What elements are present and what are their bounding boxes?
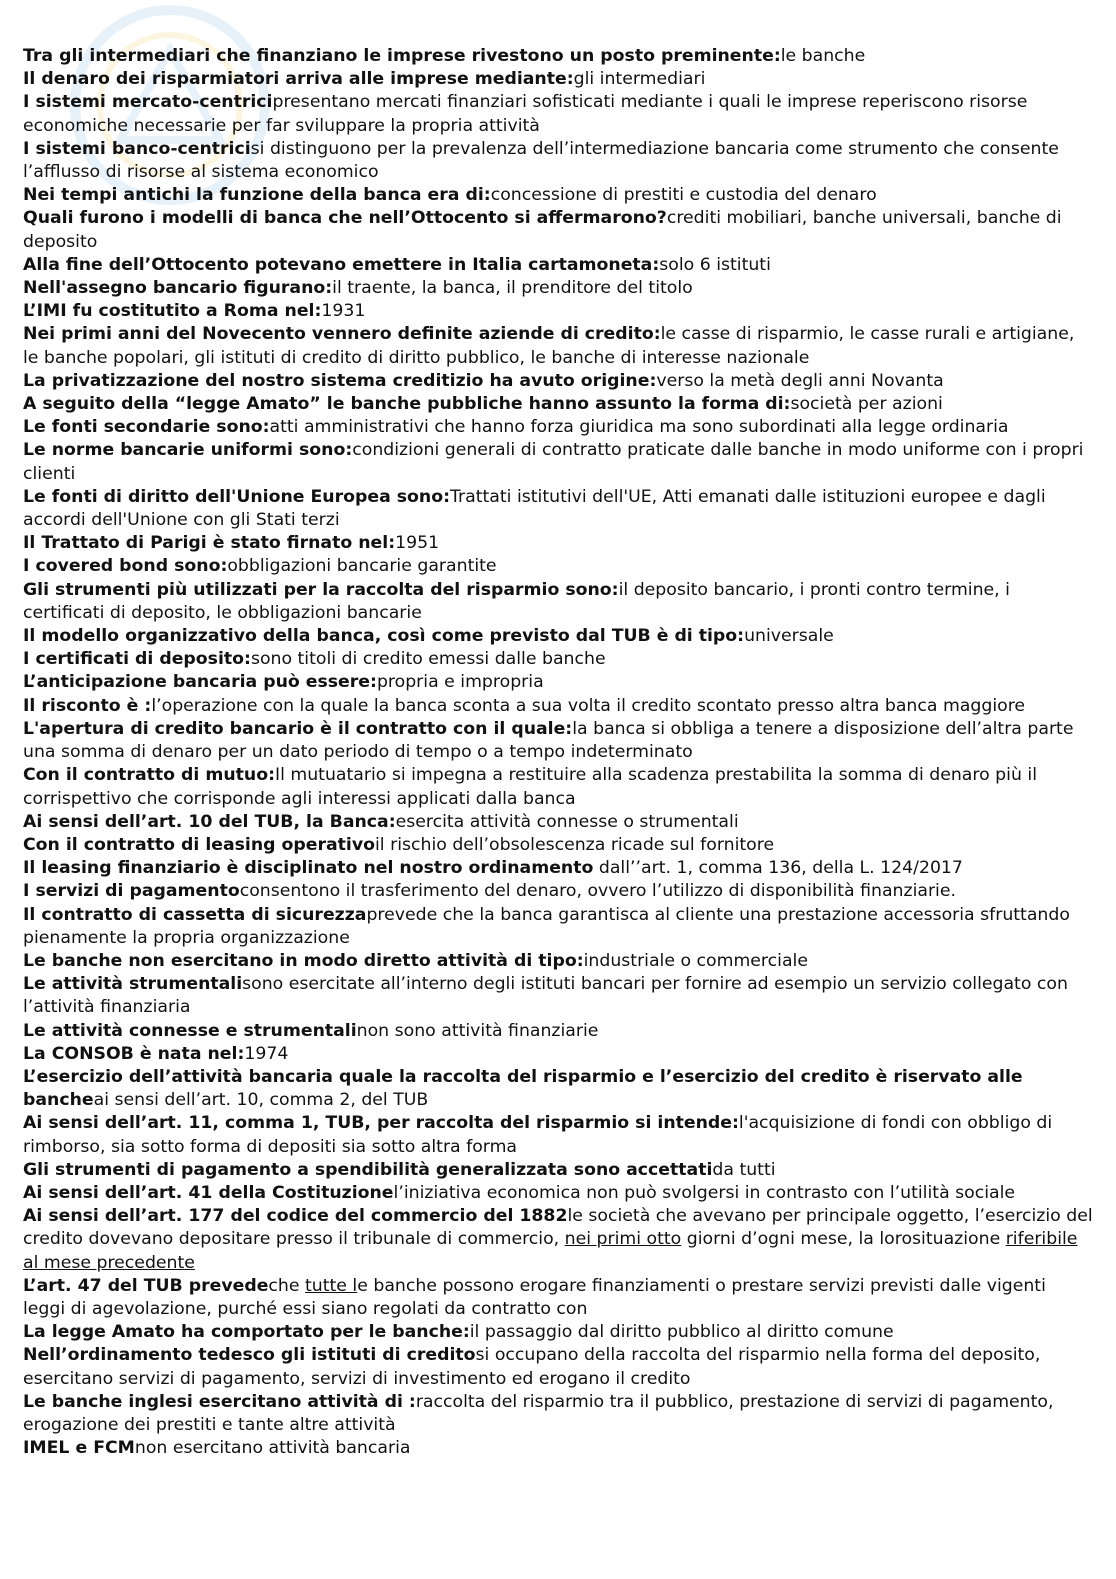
question: L'apertura di credito bancario è il contratto con il quale: bbox=[23, 718, 573, 739]
qa-item bbox=[23, 138, 1093, 184]
answer: si occupano della raccolta del risparmio nella forma del deposito, esercitano servizi di pagamento, servizi di investimento ed erogano il credito bbox=[23, 1345, 1041, 1389]
answer: solo 6 istituti bbox=[659, 254, 771, 275]
qa-item bbox=[23, 486, 1093, 532]
question: L’IMI fu costitutito a Roma nel: bbox=[23, 301, 322, 322]
answer: 1931 bbox=[321, 301, 366, 322]
question: Il Trattato di Parigi è stato firnato nel: bbox=[23, 533, 396, 554]
qa-item bbox=[23, 579, 1093, 625]
answer: dall’’art. 1, comma 136, della L. 124/2017 bbox=[593, 858, 963, 879]
qa-item bbox=[23, 300, 1093, 323]
question: L’art. 47 del TUB prevede bbox=[23, 1275, 269, 1296]
qa-item bbox=[23, 1043, 1093, 1066]
answer: società per azioni bbox=[790, 394, 943, 415]
question: Le fonti secondarie sono: bbox=[23, 417, 270, 438]
answer: prevede che la banca garantisca al cliente una prestazione accessoria sfruttando pienamente la propria organizzazione bbox=[23, 904, 1070, 948]
qa-item bbox=[23, 695, 1093, 718]
answer: 1951 bbox=[395, 533, 440, 554]
answer: obbligazioni bancarie garantite bbox=[227, 556, 497, 577]
question: Il contratto di cassetta di sicurezza bbox=[23, 904, 367, 925]
answer: concessione di prestiti e custodia del denaro bbox=[490, 185, 877, 206]
answer: ai sensi dell’art. 10, comma 2, del TUB bbox=[93, 1090, 429, 1111]
answer: giorni d’ogni mese, la lorosituazione bbox=[681, 1229, 1006, 1250]
question: Le norme bancarie uniformi sono: bbox=[23, 440, 353, 461]
answer: gli intermediari bbox=[573, 69, 706, 90]
answer: le società che avevano per principale oggetto, l’esercizio del credito dovevano depositare presso il tribunale di commercio, bbox=[23, 1206, 1093, 1250]
answer: le banche bbox=[780, 46, 866, 66]
qa-item bbox=[23, 91, 1093, 137]
qa-item bbox=[23, 184, 1093, 207]
qa-item bbox=[23, 718, 1093, 764]
question: Ai sensi dell’art. 10 del TUB, la Banca: bbox=[23, 811, 396, 832]
qa-item bbox=[23, 532, 1093, 555]
question: Il risconto è : bbox=[23, 695, 152, 716]
qa-item bbox=[23, 834, 1093, 857]
question: Ai sensi dell’art. 41 della Costituzione bbox=[23, 1182, 394, 1203]
question: Nei tempi antichi la funzione della banca era di: bbox=[23, 185, 491, 206]
answer: il passaggio dal diritto pubblico al diritto comune bbox=[469, 1322, 894, 1343]
qa-item bbox=[23, 1391, 1093, 1437]
answer: il rischio dell’obsolescenza ricade sul fornitore bbox=[375, 834, 775, 855]
answer: si distinguono per la prevalenza dell’intermediazione bancaria come strumento che consente l’afflusso di risorse al sistema economico bbox=[23, 138, 1059, 183]
question: La privatizzazione del nostro sistema creditizio ha avuto origine: bbox=[23, 370, 657, 391]
question: Nei primi anni del Novecento vennero definite aziende di credito: bbox=[23, 324, 661, 345]
question: L’anticipazione bancaria può essere: bbox=[23, 672, 377, 693]
qa-item bbox=[23, 1437, 1093, 1460]
question: Il modello organizzativo della banca, così come previsto dal TUB è di tipo: bbox=[23, 626, 745, 647]
underlined-text: tutte l bbox=[305, 1275, 358, 1296]
answer: Il mutuatario si impegna a restituire alla scadenza prestabilita la somma di denaro più il corrispettivo che corrisponde agli interessi applicati dalla banca bbox=[23, 765, 1037, 809]
qa-item bbox=[23, 857, 1093, 880]
question: Il leasing finanziario è disciplinato nel nostro ordinamento bbox=[23, 858, 594, 879]
qa-item bbox=[23, 207, 1093, 253]
qa-item bbox=[23, 1344, 1093, 1390]
qa-item bbox=[23, 416, 1093, 439]
underlined-text: riferibile al mese precedente bbox=[23, 1229, 1078, 1273]
qa-item bbox=[23, 904, 1093, 950]
question: Nell’ordinamento tedesco gli istituti di credito bbox=[23, 1345, 476, 1366]
answer: sono titoli di credito emessi dalle banche bbox=[250, 649, 606, 670]
question: IMEL e FCM bbox=[23, 1438, 135, 1459]
qa-item bbox=[23, 45, 1093, 68]
answer: non esercitano attività bancaria bbox=[134, 1438, 411, 1459]
question: Gli strumenti di pagamento a spendibilità generalizzata sono accettati bbox=[23, 1159, 713, 1180]
qa-item bbox=[23, 370, 1093, 393]
answer: l’iniziativa economica non può svolgersi in contrasto con l’utilità sociale bbox=[393, 1182, 1016, 1203]
qa-item bbox=[23, 880, 1093, 903]
qa-item bbox=[23, 1066, 1093, 1112]
question: Alla fine dell’Ottocento potevano emettere in Italia cartamoneta: bbox=[23, 254, 660, 275]
answer: atti amministrativi che hanno forza giuridica ma sono subordinati alla legge ordinaria bbox=[269, 417, 1009, 438]
qa-item bbox=[23, 973, 1093, 1019]
answer: l’operazione con la quale la banca sconta a sua volta il credito scontato presso altra banca maggiore bbox=[151, 695, 1026, 716]
question: Le fonti di diritto dell'Unione Europea sono: bbox=[23, 486, 451, 507]
qa-item bbox=[23, 950, 1093, 973]
question: La CONSOB è nata nel: bbox=[23, 1043, 245, 1064]
question: A seguito della “legge Amato” le banche pubbliche hanno assunto la forma di: bbox=[23, 394, 791, 415]
question: Il denaro dei risparmiatori arriva alle imprese mediante: bbox=[23, 69, 574, 90]
question: Ai sensi dell’art. 177 del codice del commercio del 1882 bbox=[23, 1206, 568, 1227]
question: Le attività connesse e strumentali bbox=[23, 1020, 357, 1041]
qa-item bbox=[23, 68, 1093, 91]
answer: consentono il trasferimento del denaro, ovvero l’utilizzo di disponibilità finanziarie. bbox=[239, 881, 956, 902]
qa-item bbox=[23, 439, 1093, 485]
question: Le banche inglesi esercitano attività di : bbox=[23, 1391, 416, 1412]
qa-item bbox=[23, 1020, 1093, 1043]
qa-item bbox=[23, 1159, 1093, 1182]
answer: le casse di risparmio, le casse rurali e artigiane, le banche popolari, gli istituti di credito di diritto pubblico, le banche di interesse nazionale bbox=[23, 324, 1075, 368]
answer: 1974 bbox=[244, 1043, 289, 1064]
answer: Trattati istitutivi dell'UE, Atti emanati dalle istituzioni europee e dagli accordi dell'Unione con gli Stati terzi bbox=[23, 486, 1046, 531]
answer: esercita attività connesse o strumentali bbox=[395, 811, 739, 832]
qa-item bbox=[23, 1112, 1093, 1158]
qa-item-art177 bbox=[23, 1205, 1093, 1275]
question: Con il contratto di leasing operativo bbox=[23, 834, 375, 855]
question: Nell'assegno bancario figurano: bbox=[23, 278, 333, 299]
answer: presentano mercati finanziari sofisticati mediante i quali le imprese reperiscono risorse economiche necessarie per far sviluppare la propria attività bbox=[23, 92, 1028, 136]
answer: il traente, la banca, il prenditore del titolo bbox=[332, 278, 693, 299]
question: Con il contratto di mutuo: bbox=[23, 765, 275, 786]
underlined-text: nei primi otto bbox=[564, 1229, 682, 1250]
qa-item bbox=[23, 555, 1093, 578]
answer: sono esercitate all’interno degli istituti bancari per fornire ad esempio un servizio collegato con l’attività finanziaria bbox=[23, 974, 1068, 1018]
qa-item bbox=[23, 393, 1093, 416]
question: Quali furono i modelli di banca che nell’Ottocento si affermarono? bbox=[23, 208, 667, 229]
answer: industriale o commerciale bbox=[583, 950, 808, 971]
qa-item bbox=[23, 1182, 1093, 1205]
question: La legge Amato ha comportato per le banche: bbox=[23, 1322, 470, 1343]
answer: verso la metà degli anni Novanta bbox=[656, 370, 944, 391]
question: I certificati di deposito: bbox=[23, 649, 251, 670]
question: Gli strumenti più utilizzati per la raccolta del risparmio sono: bbox=[23, 579, 619, 600]
qa-item bbox=[23, 254, 1093, 277]
qa-item bbox=[23, 764, 1093, 810]
question: I servizi di pagamento bbox=[23, 881, 240, 902]
qa-item bbox=[23, 648, 1093, 671]
question: I sistemi mercato-centrici bbox=[23, 92, 273, 113]
question: L’esercizio dell’attività bancaria quale la raccolta del risparmio e l’esercizio del credito è riservato alle banche bbox=[23, 1066, 1023, 1111]
qa-item bbox=[23, 625, 1093, 648]
qa-item bbox=[23, 671, 1093, 694]
qa-item bbox=[23, 323, 1093, 369]
answer: condizioni generali di contratto praticate dalle banche in modo uniforme con i propri clienti bbox=[23, 440, 1084, 484]
qa-item bbox=[23, 811, 1093, 834]
answer: e banche possono erogare finanziamenti o prestare servizi previsti dalle vigenti leggi di agevolazione, purché essi siano regolati da contratto con bbox=[23, 1275, 1046, 1319]
question: Le attività strumentali bbox=[23, 974, 243, 995]
qa-item-art47 bbox=[23, 1275, 1093, 1321]
answer: universale bbox=[744, 626, 834, 647]
answer: che bbox=[268, 1275, 306, 1296]
answer: il deposito bancario, i pronti contro termine, i certificati di deposito, le obbligazioni bancarie bbox=[23, 579, 1010, 623]
question: Tra gli intermediari che finanziano le imprese rivestono un posto preminente: bbox=[23, 46, 781, 66]
question: I sistemi banco-centrici bbox=[23, 138, 251, 159]
qa-item bbox=[23, 1321, 1093, 1344]
document-body bbox=[23, 45, 1093, 1460]
answer: propria e impropria bbox=[376, 672, 544, 693]
question: I covered bond sono: bbox=[23, 556, 228, 577]
qa-item bbox=[23, 277, 1093, 300]
answer: raccolta del risparmio tra il pubblico, prestazione di servizi di pagamento, erogazione dei prestiti e tante altre attività bbox=[23, 1391, 1054, 1435]
answer: l'acquisizione di fondi con obbligo di rimborso, sia sotto forma di depositi sia sotto altra forma bbox=[23, 1113, 1053, 1157]
answer: la banca si obbliga a tenere a disposizione dell’altra parte una somma di denaro per un dato periodo di tempo o a tempo indeterminato bbox=[23, 718, 1074, 763]
question: Le banche non esercitano in modo diretto attività di tipo: bbox=[23, 950, 584, 971]
question: Ai sensi dell’art. 11, comma 1, TUB, per raccolta del risparmio si intende: bbox=[23, 1113, 739, 1134]
answer: non sono attività finanziarie bbox=[356, 1020, 599, 1041]
answer: da tutti bbox=[712, 1159, 776, 1180]
answer: crediti mobiliari, banche universali, banche di deposito bbox=[23, 208, 1062, 252]
